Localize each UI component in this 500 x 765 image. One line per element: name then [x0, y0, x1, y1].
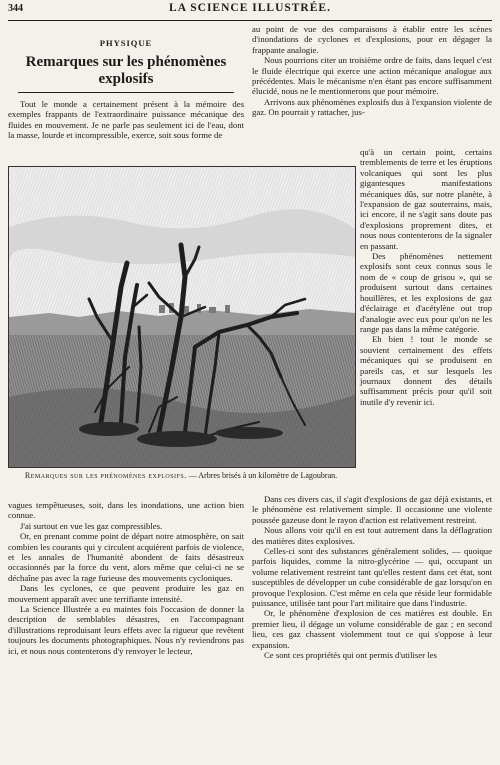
caption-text: — Arbres brisés à un kilomètre de Lagoubran.	[188, 471, 338, 480]
paragraph: Or, le phénomène d'explosion de ces matières est double. En premier lieu, il dégage un volume considérable de gaz ; en second lieu, ces gaz chassent violemment tout ce qui s'oppose à leur expansion.	[252, 608, 492, 650]
paragraph: Dans les cyclones, ce que peuvent produire les gaz en mouvement apparaît avec une terrifiante intensité.	[8, 583, 244, 604]
paragraph: qu'à un certain point, certains tremblements de terre et les éruptions volcaniques qui sont les plus gigantesques manifestations mécaniques dûs, sur notre planète, à l'expansion de gaz souterrains, mais, ici encore, il ne s'agit sans doute pas d'explosions proprement dites, et nous nous contenterons de la signaler en passant.	[360, 147, 492, 251]
paragraph: Or, en prenant comme point de départ notre atmosphère, on sait combien les courants qui y circulent acquièrent parfois de violence, et les annales de l'humanité abondent de faits désastreux occasionnés par la force du vent, alors même que celui-ci ne se déchaîne pas avec la rage furieuse des mouvements cycloniques.	[8, 531, 244, 583]
paragraph: Celles-ci sont des substances généralement solides, — quoique parfois liquides, comme la nitro-glycérine — qui, occupant un volume relativement restreint tant qu'elles restent dans cet état, sont susceptibles de développer un cube considérable de gaz lorsqu'on en provoque l'explosion. C'est même en cela que réside leur formidable puissance, utilisée tant pour l'art militaire que dans l'industrie.	[252, 546, 492, 609]
paragraph: Des phénomènes nettement explosifs sont ceux connus sous le nom de « coup de grisou », qui se produisent surtout dans certaines houillères, et les explosions de gaz d'éclairage et d'acétylène out trop d'analogie avec eux pour qu'on ne les range pas dans la même catégorie.	[360, 251, 492, 334]
paragraph: Nous pourrions citer un troisième ordre de faits, dans lequel c'est le fluide électrique qui exerce une action mécanique analogue aux précédentes. Mais le mécanisme n'en étant pas encore suffisamment élucidé, nous ne le mentionnerons que pour mémoire.	[252, 55, 492, 97]
left-column-top	[8, 34, 244, 141]
right-column-wrap	[360, 147, 492, 407]
left-column-bottom	[8, 500, 244, 656]
right-column-bottom	[252, 494, 492, 661]
paragraph: Nous allons voir qu'il en est tout autrement dans la déflagration des matières dites explosives.	[252, 525, 492, 546]
right-column-top	[252, 24, 492, 118]
page-number: 344	[8, 3, 23, 14]
journal-title: LA SCIENCE ILLUSTRÉE.	[169, 2, 331, 14]
paragraph: vagues tempêtueuses, soit, dans les inondations, une action bien connue.	[8, 500, 244, 521]
figure	[8, 166, 354, 490]
section-label: PHYSIQUE	[99, 38, 153, 48]
paragraph: Tout le monde a certainement présent à la mémoire des exemples frappants de l'extraordinaire puissance mécanique des fluides en mouvement. Je ne parle pas seulement ici de l'eau, dont la masse, lourde et incompressible, exerce, soit sous forme de	[8, 99, 244, 141]
caption-label: Remarques sur les phénomènes explosifs.	[24, 471, 187, 480]
paragraph: J'ai surtout en vue les gaz compressibles.	[20, 520, 163, 531]
paragraph: Arrivons aux phénomènes explosifs dus à l'expansion violente de gaz. On pourrait y rattacher, jus-	[252, 96, 492, 118]
paragraph: La Science Illustrée a eu maintes fois l'occasion de donner la description de semblables désastres, en l'accompagnant d'illustrations reproduisant leurs effets avec la rigueur que revêtent toujours les documents photographiques. Nous n'y reviendrons pas ici, et nous nous contenterons d'y renvoyer le lecteur,	[8, 604, 244, 656]
running-header	[8, 0, 492, 21]
paragraph: au point de vue des comparaisons à établir entre les scènes d'inondations de cyclones et d'explosions, pour en dégager la frappante analogie.	[252, 24, 492, 55]
paragraph: Ce sont ces propriétés qui ont permis d'utiliser les	[264, 650, 437, 661]
paragraph: Dans ces divers cas, il s'agit d'explosions de gaz déjà existants, et le phénomène est relativement simple. Il occasionne une violente poussée gazeuse dont le rayon d'action est relativement restreint.	[252, 494, 492, 525]
engraving-broken-trees	[8, 166, 356, 468]
article-title: Remarques sur les phénomènes explosifs	[18, 54, 234, 93]
paragraph: Eh bien ! tout le monde se souvient certainement des effets mécaniques qui se produisent en pareils cas, et sur lesquels les journaux donnent des détails suffisamment précis pour qu'il soit inutile d'y revenir ici.	[360, 334, 492, 407]
figure-caption	[8, 471, 354, 481]
